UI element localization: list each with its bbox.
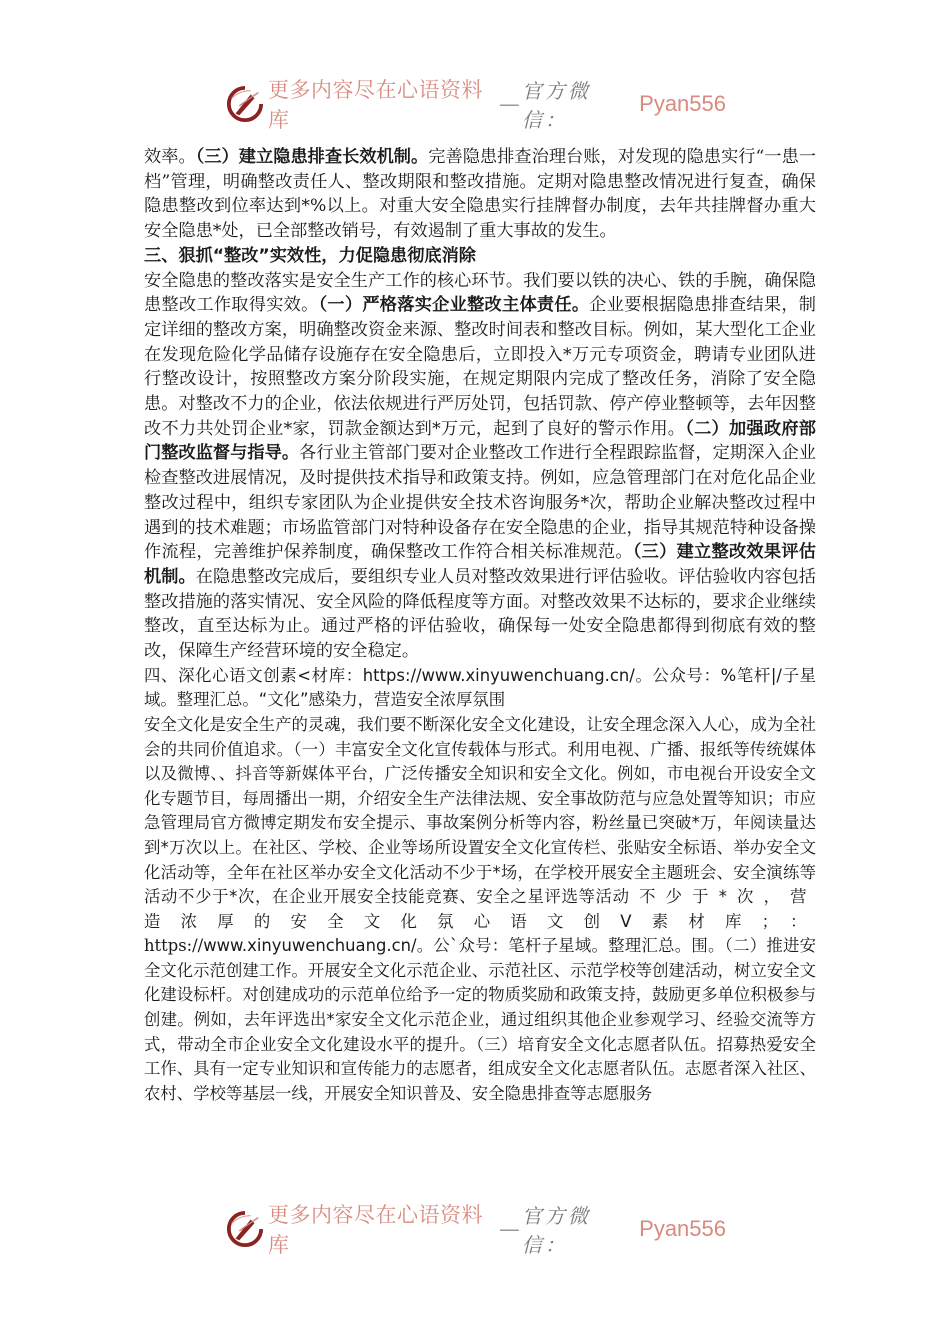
quill-logo-icon (226, 1210, 264, 1248)
banner-dash: — (498, 1217, 520, 1241)
paragraph-safety-culture: 安全文化是安全生产的灵魂，我们要不断深化安全文化建设，让安全理念深入人心，成为全社会的共同价值追求。（一）丰富安全文化宣传载体与形式。利用电视、广播、报纸等传统媒体以及微博、、抖音等新媒体平台，广泛传播安全知识和安全文化。例如，市电视台开设安全文化专题节目，每周播出一期，介绍安全生产法律法规、安全事故防范与应急处置等知识；市应急管理局官方微博定期发布安全提示、事故案例分析等内容，粉丝量已突破*万，年阅读量达到*万次以上。在社区、学校、企业等场所设置安全文化宣传栏、张贴安全标语、举办安全文化活动等，全年在社区举办安全文化活动不少于*场，在学校开展安全主题班会、安全演练等活动不少于*次，在企业开展安全技能竞赛、安全之星评选等活动不少于*次，营造浓厚的安全文化氛心语文创V素材库；：https://www.xinyuwenchuang.cn/。公`众号：笔杆子星域。整理汇总。围。（二）推进安全文化示范创建工作。开展安全文化示范企业、示范社区、示范学校等创建活动，树立安全文化建设标杆。对创建成功的示范单位给予一定的物质奖励和政策支持，鼓励更多单位积极参与创建。例如，去年评选出*家安全文化示范企业，通过组织其他企业参观学习、经验交流等方式，带动全市企业安全文化建设水平的提升。（三）培育安全文化志愿者队伍。招募热爱安全工作、具有一定专业知识和宣传能力的志愿者，组成安全文化志愿者队伍。志愿者深入社区、农村、学校等基层一线，开展安全知识普及、安全隐患排查等志愿服务 (144, 714, 817, 1103)
footer-watermark-banner (226, 1203, 726, 1257)
banner-wechat-label: 官方微信： (521, 1204, 591, 1257)
document-body (144, 145, 816, 1106)
paragraph-rectification: 安全隐患的整改落实是安全生产工作的核心环节。我们要以铁的决心、铁的手腕，确保隐患整改工作取得实效。（一）严格落实企业整改主体责任。企业要根据隐患排查结果，制定详细的整改方案，明确整改资金来源、整改时间表和整改目标。例如，某大型化工企业在发现危险化学品储存设施存在安全隐患后，立即投入*万元专项资金，聘请专业团队进行整改设计，按照整改方案分阶段实施，在规定期限内完成了整改任务，消除了安全隐患。对整改不力的企业，依法依规进行严厉处罚，包括罚款、停产停业整顿等，去年因整改不力共处罚企业*家，罚款金额达到*万元，起到了良好的警示作用。（二）加强政府部门整改监督与指导。各行业主管部门要对企业整改工作进行全程跟踪监督，定期深入企业检查整改进展情况，及时提供技术指导和政策支持。例如，应急管理部门在对危化品企业整改过程中，组织专家团队为企业提供安全技术咨询服务*次，帮助企业解决整改过程中遇到的技术难题；市场监管部门对特种设备存在安全隐患的企业，指导其规范特种设备操作流程，完善维护保养制度，确保整改工作符合相关标准规范。（三）建立整改效果评估机制。在隐患整改完成后，要组织专业人员对整改效果进行评估验收。评估验收内容包括整改措施的落实情况、安全风险的降低程度等方面。对整改效果不达标的，要求企业继续整改，直至达标为止。通过严格的评估验收，确保每一处安全隐患都得到彻底有效的整改，保障生产经营环境的安全稳定。 (144, 270, 816, 662)
banner-wechat-id: Pyan556 (639, 1216, 726, 1241)
banner-main-text: 更多内容尽在心语资料库 (268, 78, 483, 132)
section-heading-3: 三、狠抓“整改”实效性，力促隐患彻底消除 (144, 245, 476, 266)
banner-wechat-label: 官方微信： (521, 79, 591, 132)
banner-wechat-id: Pyan556 (639, 91, 726, 116)
quill-logo-icon (226, 85, 264, 123)
header-watermark-banner (226, 78, 726, 132)
banner-main-text: 更多内容尽在心语资料库 (268, 1203, 483, 1257)
bold-subheading: （三）建立整改效果评估机制。 (144, 542, 816, 587)
bold-subheading: （二）加强政府部门整改监督与指导。 (144, 418, 816, 464)
banner-dash: — (498, 92, 520, 116)
section-heading-4: 四、深化心语文创素<材库：https://www.xinyuwenchuang.cn/。公众号：%笔杆|/子星域。整理汇总。“文化”感染力，营造安全浓厚氛围 (144, 665, 816, 710)
bold-subheading: （三）建立隐患排查长效机制。 (195, 147, 429, 167)
paragraph-hazard-mechanism: 效率。（三）建立隐患排查长效机制。完善隐患排查治理台账，对发现的隐患实行“一患一档”管理，明确整改责任人、整改期限和整改措施。定期对隐患整改情况进行复查，确保隐患整改到位率达到*%以上。对重大安全隐患实行挂牌督办制度，去年共挂牌督办重大安全隐患*处，已全部整改销号，有效遏制了重大事故的发生。 (144, 147, 816, 242)
bold-subheading: （一）严格落实企业整改主体责任。 (318, 295, 590, 316)
